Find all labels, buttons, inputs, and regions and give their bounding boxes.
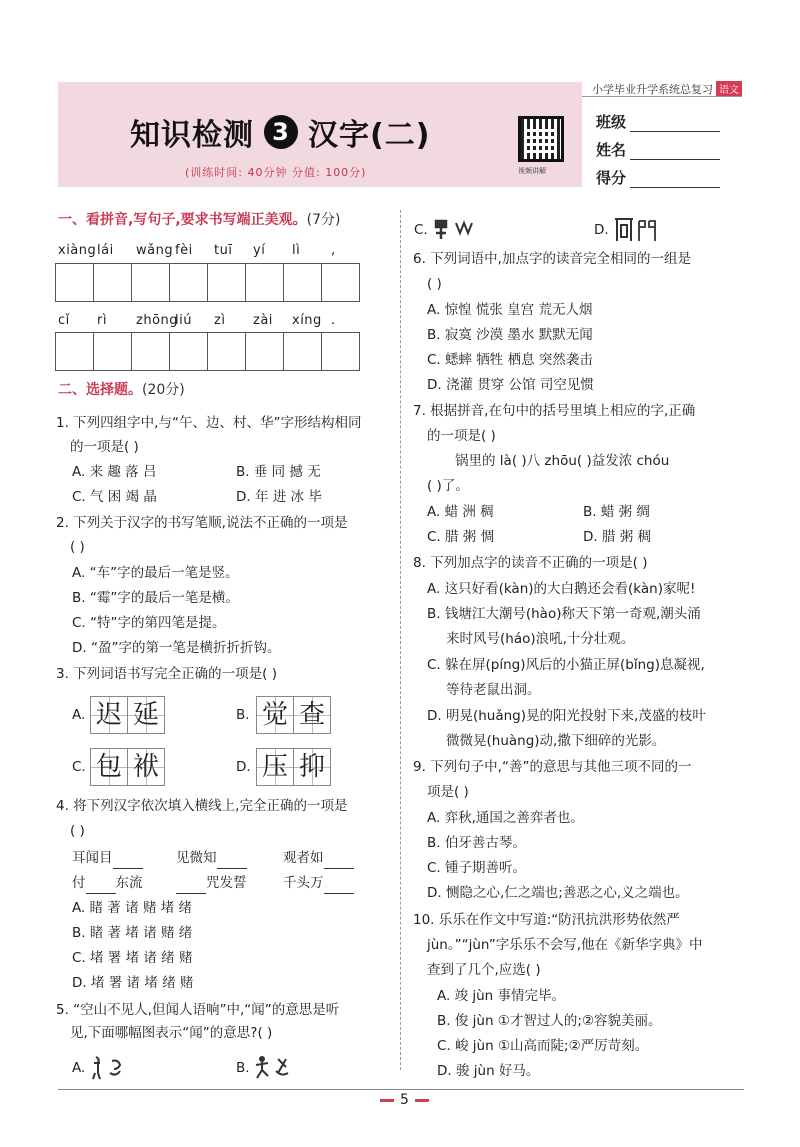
q9-option-a[interactable]: A. 弈秋,通国之善弈者也。 (427, 810, 584, 826)
q9-option-b[interactable]: B. 伯牙善古琴。 (427, 835, 526, 851)
q7-option-d[interactable]: D. 腊 粥 稠 (583, 529, 652, 545)
q3-c-char-1: 包 (90, 748, 128, 786)
name-input-line[interactable] (630, 144, 720, 160)
q7-stem-2: 的一项是( ) (427, 428, 496, 444)
q2-option-d[interactable]: D. “盈”字的第一笔是横折折折钩。 (72, 640, 281, 656)
q4-stem-2: ( ) (70, 823, 85, 839)
class-input-line[interactable] (630, 116, 720, 132)
q4-fill-2 (176, 848, 247, 869)
q6-stem-2: ( ) (427, 276, 442, 292)
header-divider (582, 96, 742, 97)
q5-c-label: C. (414, 222, 428, 238)
q4-blank-1[interactable] (113, 854, 143, 869)
class-field (596, 111, 720, 132)
q2-stem-2: ( ) (70, 539, 85, 555)
pinyin-syllable: zhōng (136, 313, 179, 328)
q4-fill-3-text: 观者如 (283, 850, 324, 866)
writing-grid-1[interactable] (55, 263, 359, 302)
q3-option-b-word[interactable] (256, 696, 330, 734)
q6-option-d[interactable]: D. 浇灌 贯穿 公馆 司空见惯 (427, 377, 594, 393)
title-number-badge: 3 (264, 115, 298, 149)
pinyin-syllable: zài (253, 313, 273, 328)
page-number (374, 1092, 435, 1108)
q4-option-b[interactable]: B. 睹 著 堵 诸 赌 绪 (72, 925, 193, 941)
page-bar-right (415, 1099, 429, 1102)
pinyin-syllable: liú (175, 313, 192, 328)
q5-option-d[interactable] (594, 217, 659, 243)
pinyin-syllable: rì (97, 313, 107, 328)
q3-option-b-label[interactable]: B. (236, 707, 250, 723)
q9-option-c[interactable]: C. 锺子期善听。 (427, 860, 527, 876)
pinyin-syllable: wǎng (136, 243, 174, 258)
q6-stem-1: 6. 下列词语中,加点字的读音完全相同的一组是 (413, 251, 691, 267)
q7-option-b[interactable]: B. 蜡 粥 绸 (583, 504, 650, 520)
page-number-text: 5 (400, 1092, 409, 1108)
q4-fill-1 (72, 848, 143, 869)
q8-option-d-2: 微微晃(huàng)动,撒下细碎的光影。 (446, 733, 666, 749)
q9-option-d[interactable]: D. 恻隐之心,仁之端也;善恶之心,义之端也。 (427, 885, 689, 901)
q1-option-d[interactable]: D. 年 进 冰 毕 (236, 489, 322, 505)
series-title (592, 81, 742, 97)
pinyin-syllable: tuī (214, 243, 233, 258)
q8-option-d-1[interactable]: D. 明晃(huǎng)晃的阳光投射下来,茂盛的枝叶 (427, 708, 706, 724)
q4-fill-1-text: 耳闻目 (72, 850, 113, 866)
name-field (596, 139, 720, 160)
kneeling-figure-pictograph-icon (432, 217, 476, 243)
pinyin-syllable: . (331, 313, 336, 328)
q3-option-c-word[interactable] (90, 748, 164, 786)
pinyin-syllable: , (331, 243, 336, 258)
q4-option-c[interactable]: C. 堵 署 堵 诸 绪 赌 (72, 950, 193, 966)
q2-stem-1: 2. 下列关于汉字的书写笔顺,说法不正确的一项是 (56, 515, 348, 531)
q8-stem: 8. 下列加点字的读音不正确的一项是( ) (413, 555, 648, 571)
q3-option-d-word[interactable] (256, 748, 330, 786)
q4-fill-5-text: 咒发誓 (206, 875, 247, 891)
q4-fill-6-text: 千头万 (283, 875, 324, 891)
q3-d-char-2: 抑 (293, 748, 331, 786)
q4-fill-3 (283, 848, 354, 869)
q1-stem-1: 1. 下列四组字中,与“午、边、村、华”字形结构相同 (56, 415, 362, 431)
q10-stem-3: 查到了几个,应选( ) (427, 962, 541, 978)
writing-grid-2[interactable] (55, 332, 359, 371)
q10-option-d[interactable]: D. 骏 jùn 好马。 (437, 1063, 540, 1079)
q8-option-c-2: 等待老鼠出洞。 (446, 682, 541, 698)
pinyin-syllable: lái (97, 243, 114, 258)
q6-option-b[interactable]: B. 寂寞 沙漠 墨水 默默无闻 (427, 327, 593, 343)
section2-title: 二、选择题。 (58, 382, 142, 398)
q6-option-a[interactable]: A. 惊惶 慌张 皇宫 荒无人烟 (427, 302, 593, 318)
q8-option-b-2: 来时风号(háo)浪吼,十分壮观。 (446, 631, 635, 647)
q1-option-b[interactable]: B. 垂 同 撼 无 (236, 464, 321, 480)
q3-stem: 3. 下列词语书写完全正确的一项是( ) (56, 666, 277, 682)
q10-option-a[interactable]: A. 竣 jùn 事情完毕。 (437, 988, 566, 1004)
q10-option-b[interactable]: B. 俊 jùn ①才智过人的;②容貌美丽。 (437, 1013, 662, 1029)
section1-points: (7分) (306, 212, 341, 228)
q5-option-c[interactable] (414, 217, 476, 243)
q1-option-c[interactable]: C. 气 困 竭 晶 (72, 489, 157, 505)
pinyin-syllable: xiàng (58, 243, 97, 258)
q4-option-a[interactable]: A. 睹 著 诸 赌 堵 绪 (72, 900, 193, 916)
q4-blank-6[interactable] (324, 879, 354, 894)
score-field (596, 167, 720, 188)
q5-d-label: D. (594, 222, 609, 238)
q2-option-c[interactable]: C. “特”字的第四笔是提。 (72, 615, 226, 631)
q5-option-a[interactable] (72, 1055, 130, 1081)
q2-option-b[interactable]: B. “霉”字的最后一笔是横。 (72, 590, 239, 606)
section2-heading (58, 380, 185, 401)
name-label: 姓名 (596, 141, 627, 159)
q3-d-char-1: 压 (256, 748, 294, 786)
q8-option-c-1[interactable]: C. 躲在屏(píng)风后的小猫正屏(bǐng)息凝视, (427, 657, 705, 673)
q3-a-char-2: 延 (127, 696, 165, 734)
section1-title: 一、看拼音,写句子,要求书写端正美观。 (58, 212, 307, 228)
section2-points: (20分) (142, 382, 185, 398)
qr-label: 视频讲解 (518, 167, 546, 175)
title-text: 知识检测 (130, 118, 254, 153)
q4-option-d[interactable]: D. 堵 署 诸 堵 绪 赌 (72, 975, 194, 991)
q4-stem-1: 4. 将下列汉字依次填入横线上,完全正确的一项是 (56, 798, 348, 814)
pinyin-syllable: fèi (175, 243, 193, 258)
q5-option-b[interactable] (236, 1055, 294, 1081)
q7-sentence-1: 锅里的 là( )八 zhōu( )益发浓 chóu (455, 453, 670, 469)
q7-sentence-2: ( )了。 (427, 478, 469, 494)
running-person-pictograph-icon (254, 1055, 294, 1081)
q3-a-char-1: 迟 (90, 696, 128, 734)
q8-option-b-1[interactable]: B. 钱塘江大潮号(hào)称天下第一奇观,潮头涌 (427, 606, 701, 622)
q9-stem-2: 项是( ) (427, 784, 469, 800)
q4-fill-4b-text: 东流 (115, 875, 143, 891)
q9-stem-1: 9. 下列句子中,“善”的意思与其他三项不同的一 (413, 759, 692, 775)
series-text: 小学毕业升学系统总复习 (592, 83, 713, 96)
q3-option-c-label[interactable]: C. (72, 759, 86, 775)
q3-option-a-label[interactable]: A. (72, 707, 86, 723)
q4-blank-5[interactable] (176, 879, 206, 894)
ear-person-pictograph-icon (90, 1055, 130, 1081)
q7-option-a[interactable]: A. 蜡 洲 稠 (427, 504, 494, 520)
column-divider (400, 210, 401, 1070)
q10-option-c[interactable]: C. 峻 jùn ①山高而陡;②严厉苛刻。 (437, 1038, 649, 1054)
pinyin-syllable: yí (253, 243, 266, 258)
score-label: 得分 (596, 169, 627, 187)
q1-stem-2: 的一项是( ) (70, 439, 139, 455)
pinyin-syllable: cǐ (58, 313, 70, 328)
q4-fill-4a-text: 付 (72, 875, 86, 891)
q7-stem-1: 7. 根据拼音,在句中的括号里填上相应的字,正确 (413, 403, 696, 419)
q3-option-d-label[interactable]: D. (236, 759, 251, 775)
q4-blank-4[interactable] (86, 879, 116, 894)
q3-b-char-2: 查 (293, 696, 331, 734)
q4-fill-6 (283, 873, 354, 894)
page-bar-left (380, 1099, 394, 1102)
q10-stem-1: 10. 乐乐在作文中写道:“防汛抗洪形势依然严 (413, 912, 680, 928)
q8-option-a[interactable]: A. 这只好看(kàn)的大白鹅还会看(kàn)家呢! (427, 581, 696, 597)
subject-tag: 语文 (716, 81, 742, 96)
pinyin-syllable: lì (292, 243, 301, 258)
q5-a-label: A. (72, 1060, 86, 1076)
q3-b-char-1: 觉 (256, 696, 294, 734)
q7-option-c[interactable]: C. 腊 粥 惆 (427, 529, 495, 545)
title-topic: 汉字(二) (308, 118, 431, 153)
q5-stem-1: 5. “空山不见人,但闻人语响”中,“闻”的意思是听 (56, 1002, 340, 1018)
q6-option-c[interactable]: C. 蟋蟀 牺牲 栖息 突然袭击 (427, 352, 593, 368)
time-score-info: (训练时间: 40分钟 分值: 100分) (185, 166, 367, 179)
q5-b-label: B. (236, 1060, 250, 1076)
q5-stem-2: 见,下面哪幅图表示“闻”的意思?( ) (70, 1025, 273, 1041)
pinyin-syllable: xíng (292, 313, 322, 328)
q3-option-a-word[interactable] (90, 696, 164, 734)
q4-fill-4 (72, 873, 143, 894)
section1-heading (58, 210, 340, 231)
qr-code-icon[interactable] (518, 116, 564, 162)
score-input-line[interactable] (630, 172, 720, 188)
q1-option-a[interactable]: A. 来 趣 落 吕 (72, 464, 157, 480)
footer-divider (58, 1089, 744, 1090)
gate-ear-pictograph-icon (613, 217, 659, 243)
q4-blank-3[interactable] (324, 854, 354, 869)
q2-option-a[interactable]: A. “车”字的最后一笔是竖。 (72, 565, 239, 581)
page-title (130, 112, 430, 152)
q4-fill-5 (176, 873, 247, 894)
q4-blank-2[interactable] (217, 854, 247, 869)
class-label: 班级 (596, 113, 627, 131)
pinyin-syllable: zì (214, 313, 226, 328)
q3-c-char-2: 袱 (127, 748, 165, 786)
q10-stem-2: jùn。”“jùn”字乐乐不会写,他在《新华字典》中 (427, 937, 703, 953)
q4-fill-2-text: 见微知 (176, 850, 217, 866)
